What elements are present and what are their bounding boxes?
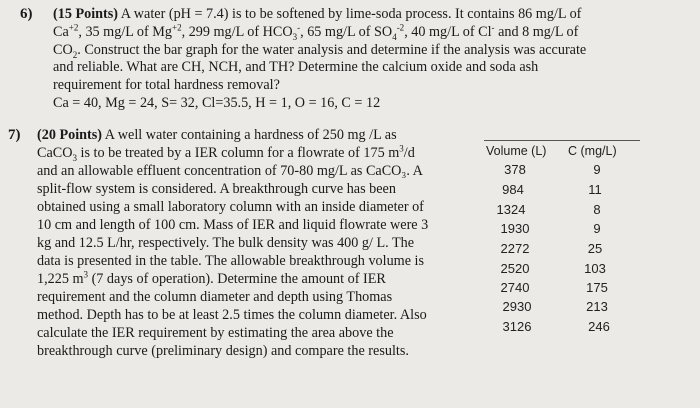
q7-points: (20 Points): [37, 127, 103, 143]
volume-cell: 2520: [500, 261, 530, 276]
q6-line-3: [53, 42, 586, 59]
q7-line-5: obtained using a small laboratory column with an inside diameter of: [37, 199, 424, 215]
q6-l2-t3: , 65 mg/L of SO: [300, 24, 393, 40]
concentration-cell: 9: [593, 162, 601, 177]
q7-line-3: and an allowable effluent concentration of 70-80 mg/L as CaCO₃. A: [37, 163, 423, 179]
q6-l2-t1: , 35 mg/L of Mg: [78, 24, 173, 40]
q6-l2-t4: , 40 mg/L of Cl: [404, 24, 492, 40]
q7-line-10: requirement and the column diameter and depth using Thomas: [37, 289, 393, 305]
concentration-cell: 213: [586, 299, 608, 314]
q7-line-9: [37, 271, 386, 288]
q7-l2-b: is to be treated by a IER column for a flowrate of 175 m: [76, 145, 400, 161]
concentration-cell: 8: [593, 202, 601, 217]
volume-cell: 1930: [500, 221, 530, 236]
concentration-cell: 246: [588, 319, 610, 334]
q6-l2-t2: , 299 mg/L of HCO: [181, 24, 293, 40]
q7-caco-sub: 3: [72, 152, 77, 163]
q7-line-2: [37, 145, 415, 162]
volume-cell: 1324: [496, 202, 526, 217]
header-conc: C (mg/L): [568, 144, 617, 158]
concentration-cell: 103: [584, 261, 606, 276]
q6-cl-sup: -: [491, 22, 495, 33]
q7-caco: CaCO: [37, 145, 73, 161]
q6-so-sup: -2: [396, 22, 405, 33]
q6-points: (15 Points): [53, 6, 119, 22]
volume-cell: 984: [502, 182, 524, 197]
volume-cell: 2930: [502, 299, 532, 314]
q6-ca-sup: +2: [68, 22, 79, 33]
q7-line-1-text: A well water containing a hardness of 250 mg /L as: [104, 127, 397, 143]
q6-line-1-text: A water (pH = 7.4) is to be softened by lime-soda process. It contains 86 mg/L of: [120, 6, 582, 22]
concentration-cell: 9: [593, 221, 601, 236]
q7-l9-a: 1,225 m: [37, 271, 84, 287]
q6-l2-t5: and 8 mg/L of: [494, 24, 579, 40]
volume-cell: 378: [504, 162, 526, 177]
q7-m3-sup: 3: [399, 143, 404, 154]
q6-hco-sub: 3: [292, 31, 298, 42]
q6-line-6: Ca = 40, Mg = 24, S= 32, Cl=35.5, H = 1, O = 16, C = 12: [53, 95, 381, 111]
q6-so-sub: 4: [392, 31, 397, 42]
q6-line-2: [53, 24, 578, 41]
volume-cell: 2740: [500, 280, 530, 295]
concentration-cell: 25: [587, 241, 603, 256]
q6-mg-sup: +2: [172, 22, 182, 33]
header-volume: Volume (L): [486, 144, 547, 158]
q6-line-1: [53, 6, 581, 23]
table-top-rule: [484, 140, 640, 141]
q7-l9-b: (7 days of operation). Determine the amount of IER: [88, 271, 386, 287]
q7-line-6: 10 cm and length of 100 cm. Mass of IER and liquid flowrate were 3: [37, 217, 429, 233]
question-7-number: 7): [8, 127, 21, 143]
concentration-cell: 11: [588, 182, 602, 197]
q6-hco-sup: -: [297, 22, 301, 33]
q7-line-1: [37, 127, 397, 144]
concentration-cell: 175: [586, 280, 608, 295]
q6-co: CO: [53, 42, 73, 58]
volume-cell: 3126: [502, 319, 532, 334]
q7-line-7: kg and 12.5 L/hr, respectively. The bulk density was 400 g/ L. The: [37, 235, 415, 251]
q7-l9-sup: 3: [83, 269, 89, 280]
q6-ca: Ca: [53, 24, 69, 40]
q7-line-12: calculate the IER requirement by estimating the area above the: [37, 325, 394, 341]
q7-line-8: data is presented in the table. The allowable breakthrough volume is: [37, 253, 425, 269]
q6-l3-text: . Construct the bar graph for the water analysis and determine if the analysis was accurate: [77, 42, 587, 58]
question-6-number: 6): [20, 6, 33, 22]
q7-line-13: breakthrough curve (preliminary design) and compare the results.: [37, 343, 409, 359]
q6-line-5: requirement for total hardness removal?: [53, 77, 280, 93]
volume-cell: 2272: [500, 241, 530, 256]
q7-line-11: method. Depth has to be at least 2.5 times the column diameter. Also: [37, 307, 427, 323]
q6-co-sub: 2: [72, 49, 78, 60]
q7-line-4: split-flow system is considered. A breakthrough curve has been: [37, 181, 396, 197]
q7-l2-c: /d: [403, 145, 415, 161]
q6-line-4: and reliable. What are CH, NCH, and TH? Determine the calcium oxide and soda ash: [53, 59, 539, 75]
